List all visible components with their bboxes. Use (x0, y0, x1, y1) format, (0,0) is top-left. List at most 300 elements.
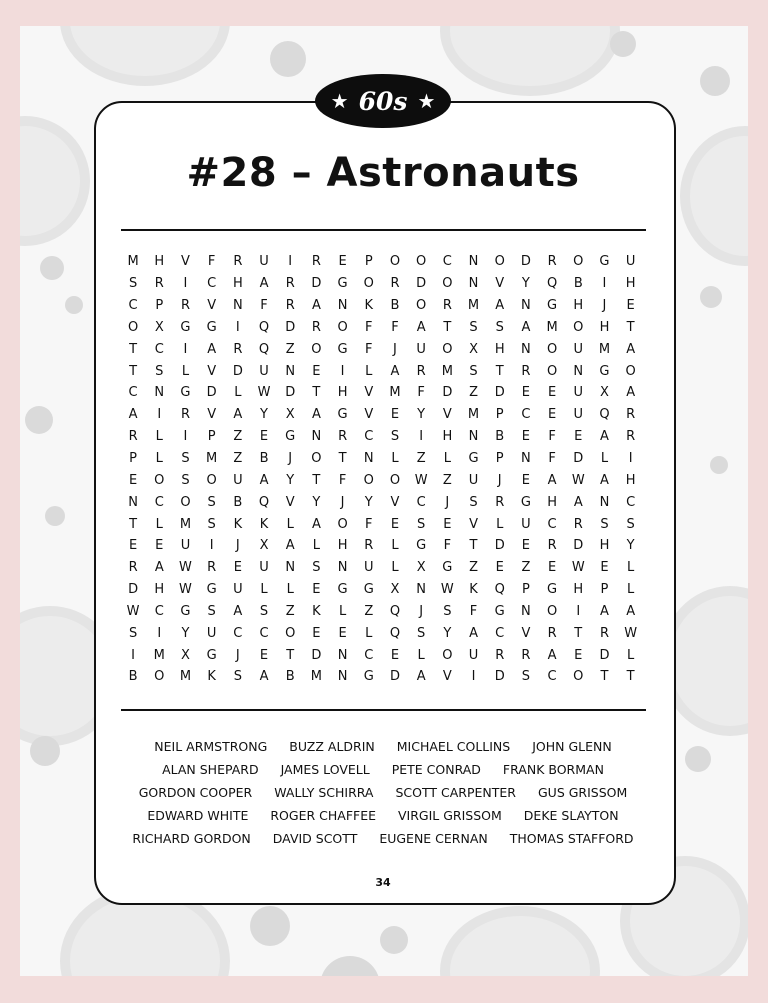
grid-letter: M (389, 385, 401, 401)
grid-letter: P (129, 451, 138, 467)
grid-letter: I (288, 254, 293, 270)
grid-letter: F (548, 451, 556, 467)
letter-grid (120, 251, 644, 688)
grid-letter: B (495, 429, 505, 445)
grid-letter: G (547, 582, 558, 598)
word-item: VIRGIL GRISSOM (398, 808, 502, 823)
decorative-dot (270, 41, 306, 77)
grid-letter: X (390, 582, 400, 598)
grid-letter: R (180, 298, 190, 314)
grid-letter: M (467, 407, 480, 423)
grid-letter: S (390, 429, 400, 445)
grid-letter: R (285, 276, 295, 292)
grid-letter: B (259, 451, 269, 467)
grid-letter: E (338, 625, 347, 641)
grid-letter: D (206, 385, 217, 401)
grid-letter: L (286, 516, 294, 532)
grid-letter: N (521, 451, 531, 467)
grid-letter: B (233, 494, 243, 510)
grid-letter: R (233, 254, 243, 270)
grid-letter: R (495, 494, 505, 510)
grid-letter: U (416, 341, 426, 357)
grid-letter: G (337, 276, 348, 292)
grid-letter: G (206, 647, 217, 663)
grid-letter: H (547, 494, 557, 510)
grid-letter: R (364, 538, 374, 554)
word-item: RICHARD GORDON (132, 831, 251, 846)
grid-letter: L (155, 451, 163, 467)
grid-letter: T (129, 363, 138, 379)
grid-letter: L (234, 385, 242, 401)
grid-letter: H (573, 298, 584, 314)
grid-letter: O (573, 319, 584, 335)
word-item: DEKE SLAYTON (523, 808, 619, 823)
grid-letter: C (154, 603, 164, 619)
grid-row (120, 622, 644, 644)
grid-letter: K (469, 582, 478, 598)
grid-letter: M (310, 669, 323, 685)
grid-letter: C (547, 516, 557, 532)
grid-letter: E (626, 298, 635, 314)
decade-badge (315, 74, 451, 128)
grid-letter: S (259, 603, 269, 619)
grid-letter: F (365, 319, 373, 335)
grid-letter: A (573, 494, 583, 510)
grid-letter: E (547, 385, 557, 401)
word-item: ROGER CHAFFEE (270, 808, 376, 823)
grid-letter: M (546, 319, 558, 335)
grid-letter: A (259, 276, 269, 292)
decorative-dot (45, 506, 65, 526)
grid-letter: U (573, 407, 584, 423)
grid-letter: R (626, 407, 636, 423)
grid-letter: Q (258, 494, 270, 510)
grid-letter: C (233, 625, 243, 641)
grid-letter: P (495, 451, 504, 467)
decorative-circle (440, 26, 620, 96)
grid-letter: O (625, 363, 636, 379)
decorative-dot (610, 31, 636, 57)
decorative-circle (440, 906, 600, 976)
grid-letter: E (390, 516, 400, 532)
grid-letter: B (390, 298, 400, 314)
word-list-row (100, 781, 666, 804)
grid-letter: N (232, 298, 243, 314)
grid-letter: N (468, 276, 479, 292)
grid-letter: O (546, 603, 558, 619)
grid-letter: L (496, 516, 504, 532)
grid-letter: O (127, 319, 139, 335)
grid-letter: N (573, 363, 584, 379)
grid-letter: X (259, 538, 269, 554)
grid-letter: G (599, 254, 610, 270)
grid-letter: O (206, 472, 217, 488)
grid-letter: F (338, 472, 347, 488)
decorative-dot (40, 256, 64, 280)
grid-row (120, 535, 644, 557)
grid-letter: N (521, 341, 531, 357)
grid-letter: G (337, 582, 348, 598)
grid-letter: S (181, 451, 190, 467)
grid-row (120, 666, 644, 688)
grid-letter: Z (364, 603, 374, 619)
star-icon: ★ (417, 89, 436, 113)
grid-letter: P (155, 298, 164, 314)
grid-letter: U (259, 560, 269, 576)
grid-letter: A (495, 298, 505, 314)
grid-letter: E (259, 429, 269, 445)
grid-letter: I (628, 451, 633, 467)
grid-letter: D (285, 385, 296, 401)
decorative-circle (20, 116, 90, 246)
grid-letter: I (157, 625, 162, 641)
grid-letter: E (312, 363, 321, 379)
grid-letter: E (547, 560, 557, 576)
grid-letter: T (129, 516, 138, 532)
grid-letter: G (599, 363, 610, 379)
word-item: MICHAEL COLLINS (396, 739, 511, 754)
grid-letter: X (416, 560, 426, 576)
grid-letter: D (232, 363, 243, 379)
grid-letter: A (128, 407, 138, 423)
grid-letter: J (445, 494, 450, 510)
grid-letter: K (259, 516, 269, 532)
grid-letter: H (442, 429, 453, 445)
grid-letter: Y (626, 538, 635, 554)
grid-letter: S (155, 363, 164, 379)
grid-letter: J (419, 603, 424, 619)
grid-letter: W (126, 603, 140, 619)
grid-letter: Y (364, 494, 373, 510)
grid-letter: W (414, 472, 428, 488)
grid-letter: D (442, 385, 453, 401)
grid-row (120, 513, 644, 535)
grid-row (120, 251, 644, 273)
word-list (100, 735, 666, 850)
grid-letter: U (259, 254, 269, 270)
grid-letter: N (521, 298, 531, 314)
grid-letter: O (416, 298, 427, 314)
grid-letter: N (285, 363, 296, 379)
grid-letter: D (128, 582, 139, 598)
grid-letter: J (340, 494, 345, 510)
grid-letter: L (391, 451, 399, 467)
grid-letter: V (469, 516, 478, 532)
grid-letter: Y (521, 276, 530, 292)
grid-letter: G (547, 298, 558, 314)
grid-letter: R (285, 298, 295, 314)
grid-letter: N (363, 451, 374, 467)
grid-letter: R (233, 341, 243, 357)
grid-letter: F (365, 341, 373, 357)
grid-letter: K (364, 298, 374, 314)
grid-letter: O (546, 363, 558, 379)
grid-letter: J (602, 298, 607, 314)
grid-letter: S (600, 516, 609, 532)
grid-letter: A (600, 429, 609, 445)
grid-letter: F (207, 254, 216, 270)
grid-letter: T (600, 669, 609, 685)
grid-letter: P (207, 429, 216, 445)
grid-letter: O (494, 254, 505, 270)
grid-letter: N (337, 560, 348, 576)
grid-letter: A (285, 538, 295, 554)
grid-letter: A (416, 319, 426, 335)
word-item: GORDON COOPER (138, 785, 253, 800)
grid-letter: S (626, 516, 635, 532)
grid-letter: L (365, 363, 373, 379)
grid-letter: S (521, 669, 531, 685)
grid-letter: A (626, 341, 636, 357)
grid-letter: F (365, 516, 373, 532)
decorative-dot (320, 956, 380, 976)
decorative-dot (685, 746, 711, 772)
grid-letter: Y (181, 625, 190, 641)
grid-letter: T (312, 472, 321, 488)
grid-letter: C (495, 625, 505, 641)
grid-letter: R (547, 538, 557, 554)
grid-letter: U (573, 385, 584, 401)
grid-letter: M (441, 363, 453, 379)
grid-letter: D (494, 385, 505, 401)
grid-letter: I (157, 407, 162, 423)
grid-letter: W (179, 560, 192, 576)
grid-letter: R (128, 429, 138, 445)
grid-letter: N (468, 429, 479, 445)
grid-letter: N (337, 298, 348, 314)
grid-letter: S (417, 516, 426, 532)
grid-letter: J (497, 472, 502, 488)
grid-letter: R (180, 407, 190, 423)
grid-letter: W (440, 582, 454, 598)
grid-letter: G (337, 341, 348, 357)
grid-letter: I (209, 538, 214, 554)
grid-letter: E (128, 538, 138, 554)
grid-letter: D (416, 276, 427, 292)
grid-letter: E (600, 560, 609, 576)
grid-letter: A (600, 472, 609, 488)
grid-letter: O (363, 472, 374, 488)
grid-letter: Z (233, 451, 243, 467)
grid-letter: Z (521, 560, 531, 576)
grid-letter: B (285, 669, 295, 685)
grid-letter: G (285, 429, 296, 445)
grid-letter: Z (233, 429, 243, 445)
word-list-row (100, 804, 666, 827)
grid-letter: Q (599, 407, 610, 423)
decade-label: 60s (358, 86, 408, 116)
divider-top (121, 229, 646, 231)
grid-letter: G (206, 319, 217, 335)
grid-letter: O (442, 341, 453, 357)
grid-letter: E (128, 472, 138, 488)
grid-letter: F (443, 538, 452, 554)
grid-letter: O (389, 472, 401, 488)
grid-letter: T (626, 669, 635, 685)
grid-letter: S (312, 560, 321, 576)
grid-row (120, 644, 644, 666)
grid-letter: O (573, 254, 584, 270)
decorative-dot (700, 286, 722, 308)
grid-letter: F (469, 603, 478, 619)
grid-letter: Z (285, 603, 295, 619)
word-item: ALAN SHEPARD (162, 762, 259, 777)
grid-letter: V (495, 276, 505, 292)
grid-letter: N (311, 429, 322, 445)
grid-letter: R (311, 254, 321, 270)
grid-letter: H (599, 538, 610, 554)
grid-letter: G (180, 603, 191, 619)
grid-letter: V (207, 407, 217, 423)
grid-letter: A (416, 669, 426, 685)
grid-letter: J (393, 341, 397, 357)
grid-letter: M (127, 254, 139, 270)
grid-letter: W (257, 385, 271, 401)
grid-letter: T (495, 363, 504, 379)
grid-row (120, 404, 644, 426)
grid-letter: S (207, 494, 216, 510)
grid-letter: R (416, 363, 426, 379)
grid-letter: L (627, 647, 635, 663)
grid-letter: P (495, 407, 504, 423)
grid-letter: Z (285, 341, 295, 357)
grid-letter: T (286, 647, 295, 663)
grid-letter: R (521, 363, 531, 379)
grid-letter: H (154, 582, 165, 598)
grid-letter: R (547, 625, 557, 641)
grid-letter: O (573, 669, 584, 685)
grid-letter: O (337, 516, 348, 532)
grid-letter: R (547, 254, 557, 270)
grid-letter: C (521, 407, 531, 423)
grid-letter: H (494, 341, 505, 357)
grid-letter: W (571, 560, 585, 576)
grid-letter: Q (494, 582, 505, 598)
grid-letter: C (547, 669, 557, 685)
grid-letter: O (337, 319, 348, 335)
grid-letter: U (625, 254, 636, 270)
word-item: PETE CONRAD (391, 762, 481, 777)
grid-letter: W (624, 625, 638, 641)
grid-letter: G (416, 538, 427, 554)
grid-letter: I (576, 603, 581, 619)
grid-letter: L (338, 603, 347, 619)
grid-letter: M (179, 669, 192, 685)
grid-letter: A (311, 516, 321, 532)
grid-letter: W (571, 472, 585, 488)
grid-row (120, 382, 644, 404)
grid-letter: D (573, 451, 584, 467)
grid-letter: A (311, 407, 321, 423)
grid-letter: V (442, 407, 452, 423)
decorative-circle (680, 126, 748, 266)
grid-letter: N (337, 669, 348, 685)
star-icon: ★ (330, 89, 349, 113)
grid-letter: O (180, 494, 191, 510)
grid-letter: U (180, 538, 191, 554)
grid-letter: U (573, 341, 584, 357)
grid-letter: D (285, 319, 296, 335)
grid-letter: C (154, 494, 164, 510)
grid-letter: V (364, 407, 374, 423)
grid-letter: L (286, 582, 294, 598)
grid-row (120, 295, 644, 317)
grid-letter: I (183, 341, 188, 357)
grid-letter: Y (260, 407, 268, 423)
grid-letter: I (183, 429, 188, 445)
grid-letter: Z (416, 451, 426, 467)
grid-row (120, 273, 644, 295)
grid-letter: X (600, 385, 609, 401)
grid-letter: S (207, 603, 216, 619)
grid-row (120, 426, 644, 448)
grid-letter: G (337, 407, 348, 423)
word-item: EDWARD WHITE (147, 808, 249, 823)
grid-letter: R (442, 298, 452, 314)
word-item: JOHN GLENN (532, 739, 612, 754)
grid-letter: X (181, 647, 190, 663)
grid-letter: X (469, 341, 478, 357)
grid-letter: A (626, 385, 636, 401)
grid-letter: M (153, 647, 165, 663)
grid-letter: L (443, 451, 451, 467)
word-list-row (100, 758, 666, 781)
grid-letter: E (338, 254, 347, 270)
grid-letter: Y (443, 625, 452, 641)
grid-letter: E (390, 407, 400, 423)
grid-letter: A (259, 669, 269, 685)
grid-letter: A (233, 407, 243, 423)
grid-letter: A (547, 472, 557, 488)
grid-letter: B (128, 669, 138, 685)
grid-letter: L (155, 516, 163, 532)
grid-row (120, 601, 644, 623)
grid-letter: T (626, 319, 635, 335)
grid-letter: A (259, 472, 269, 488)
grid-letter: E (443, 516, 452, 532)
grid-letter: H (599, 319, 610, 335)
grid-letter: L (600, 451, 609, 467)
grid-letter: C (128, 298, 138, 314)
grid-letter: O (311, 341, 322, 357)
grid-letter: E (390, 647, 400, 663)
grid-letter: E (155, 538, 164, 554)
grid-letter: Q (258, 341, 270, 357)
grid-letter: C (364, 429, 374, 445)
grid-letter: N (599, 494, 610, 510)
word-item: EUGENE CERNAN (379, 831, 488, 846)
grid-letter: J (235, 538, 240, 554)
grid-letter: Q (258, 319, 270, 335)
grid-letter: T (129, 341, 138, 357)
grid-letter: K (233, 516, 243, 532)
grid-letter: C (416, 494, 426, 510)
grid-letter: E (521, 538, 531, 554)
grid-letter: L (627, 560, 635, 576)
grid-letter: H (625, 472, 636, 488)
grid-letter: N (154, 385, 165, 401)
grid-letter: S (495, 319, 504, 335)
grid-row (120, 579, 644, 601)
grid-letter: R (521, 647, 531, 663)
grid-letter: O (546, 341, 558, 357)
grid-letter: E (521, 429, 531, 445)
grid-letter: E (521, 385, 531, 401)
grid-letter: L (312, 538, 321, 554)
grid-letter: O (285, 625, 296, 641)
grid-letter: V (181, 254, 190, 270)
grid-letter: S (233, 669, 242, 685)
